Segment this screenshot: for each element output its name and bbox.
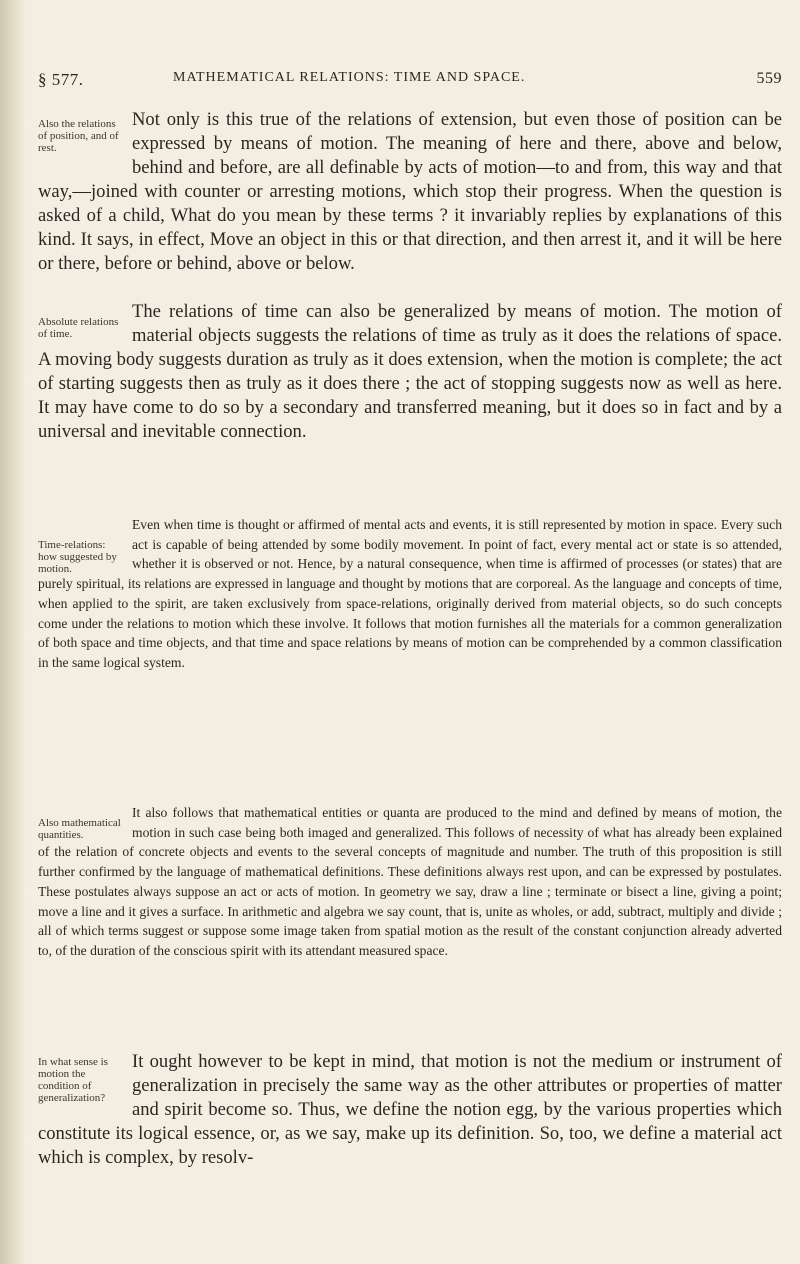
paragraph-5 — [38, 1050, 782, 1170]
margin-note-time: Absolute relations of time. — [38, 316, 119, 340]
binding-shadow — [0, 0, 26, 1264]
running-header — [38, 70, 782, 96]
margin-note-generalization: In what sense is motion the condition of generalization? — [38, 1056, 108, 1104]
paragraph-5-text: It ought however to be kept in mind, that motion is not the medium or instrument of generalization in precisely the same way as the other attributes or properties of matter and spirit become so. Thus, we define the notion egg, by the various properties which constitute its logical essence, or, as we say, make up its definition. So, too, we define a material act which is complex, by resolv- — [38, 1051, 782, 1168]
paragraph-4-text: It also follows that mathematical entities or quanta are produced to the mind and defined by means of motion, the motion in such case being both imaged and generalized. This follows of necessity of what has already been explained of the relation of concrete objects and events to the several concepts of magnitude and number. The truth of this proposition is still further confirmed by the language of mathematical definitions. These definitions always rest upon, and can be expressed by postulates. These postulates always suppose an act or acts of motion. In geometry we say, draw a line ; terminate or bisect a line, giving a point; move a line and it gives a surface. In arithmetic and algebra we say count, that is, unite as wholes, or add, subtract, multiply and divide ; all of which terms suggest or suppose some image taken from spatial motion as the result of the constant conjunction already adverted to, of the duration of the conscious spirit with its attendant measured space. — [38, 805, 782, 958]
paragraph-4 — [38, 803, 782, 961]
paragraph-2 — [38, 300, 782, 444]
section-number: § 577. — [38, 70, 84, 89]
margin-note-position: Also the relations of position, and of rest. — [38, 118, 119, 154]
margin-note-time-relations: Time-relations: how suggested by motion. — [38, 539, 117, 575]
paragraph-1 — [38, 108, 782, 276]
paragraph-3 — [38, 515, 782, 673]
margin-note-quantities: Also mathematical quantities. — [38, 817, 121, 841]
paragraph-3-text: Even when time is thought or affirmed of mental acts and events, it is still represented by motion in space. Every such act is capable of being attended by some bodily movement. In point of fact, every mental act or state is so attended, whether it is observed or not. Hence, by a natural consequence, when time is affirmed of processes (or states) that are purely spiritual, its relations are expressed in language and thought by motions that are corporeal. As the language and concepts of time, when applied to the spirit, are taken exclusively from space-relations, originally derived from material objects, so do such concepts come under the relations to motion which these involve. It follows that motion furnishes all the materials for a common generalization of both space and time objects, and that time and space relations by means of motion can be comprehended by a common classification in the same logical system. — [38, 517, 782, 670]
paragraph-1-text: Not only is this true of the relations of extension, but even those of position can be expressed by means of motion. The meaning of here and there, above and below, behind and before, are all definable by acts of motion—to and from, this way and that way,—joined with counter or arresting motions, which stop their progress. When the question is asked of a child, What do you mean by these terms ? it invariably replies by explanations of this kind. It says, in effect, Move an object in this or that direction, and then arrest it, and it will be here or there, before or behind, above or below. — [38, 109, 782, 274]
running-title: MATHEMATICAL RELATIONS: TIME AND SPACE. — [173, 70, 526, 85]
page-number: 559 — [756, 70, 782, 87]
paragraph-2-text: The relations of time can also be generalized by means of motion. The motion of material objects suggests the relations of time as truly as it does the relations of space. A moving body suggests duration as truly as it does extension, when the motion is complete; the act of starting suggests then as truly as it does there ; the act of stopping suggests now as well as here. It may have come to do so by a secondary and transferred meaning, but it does so in fact and by a universal and inevitable connection. — [38, 301, 782, 442]
